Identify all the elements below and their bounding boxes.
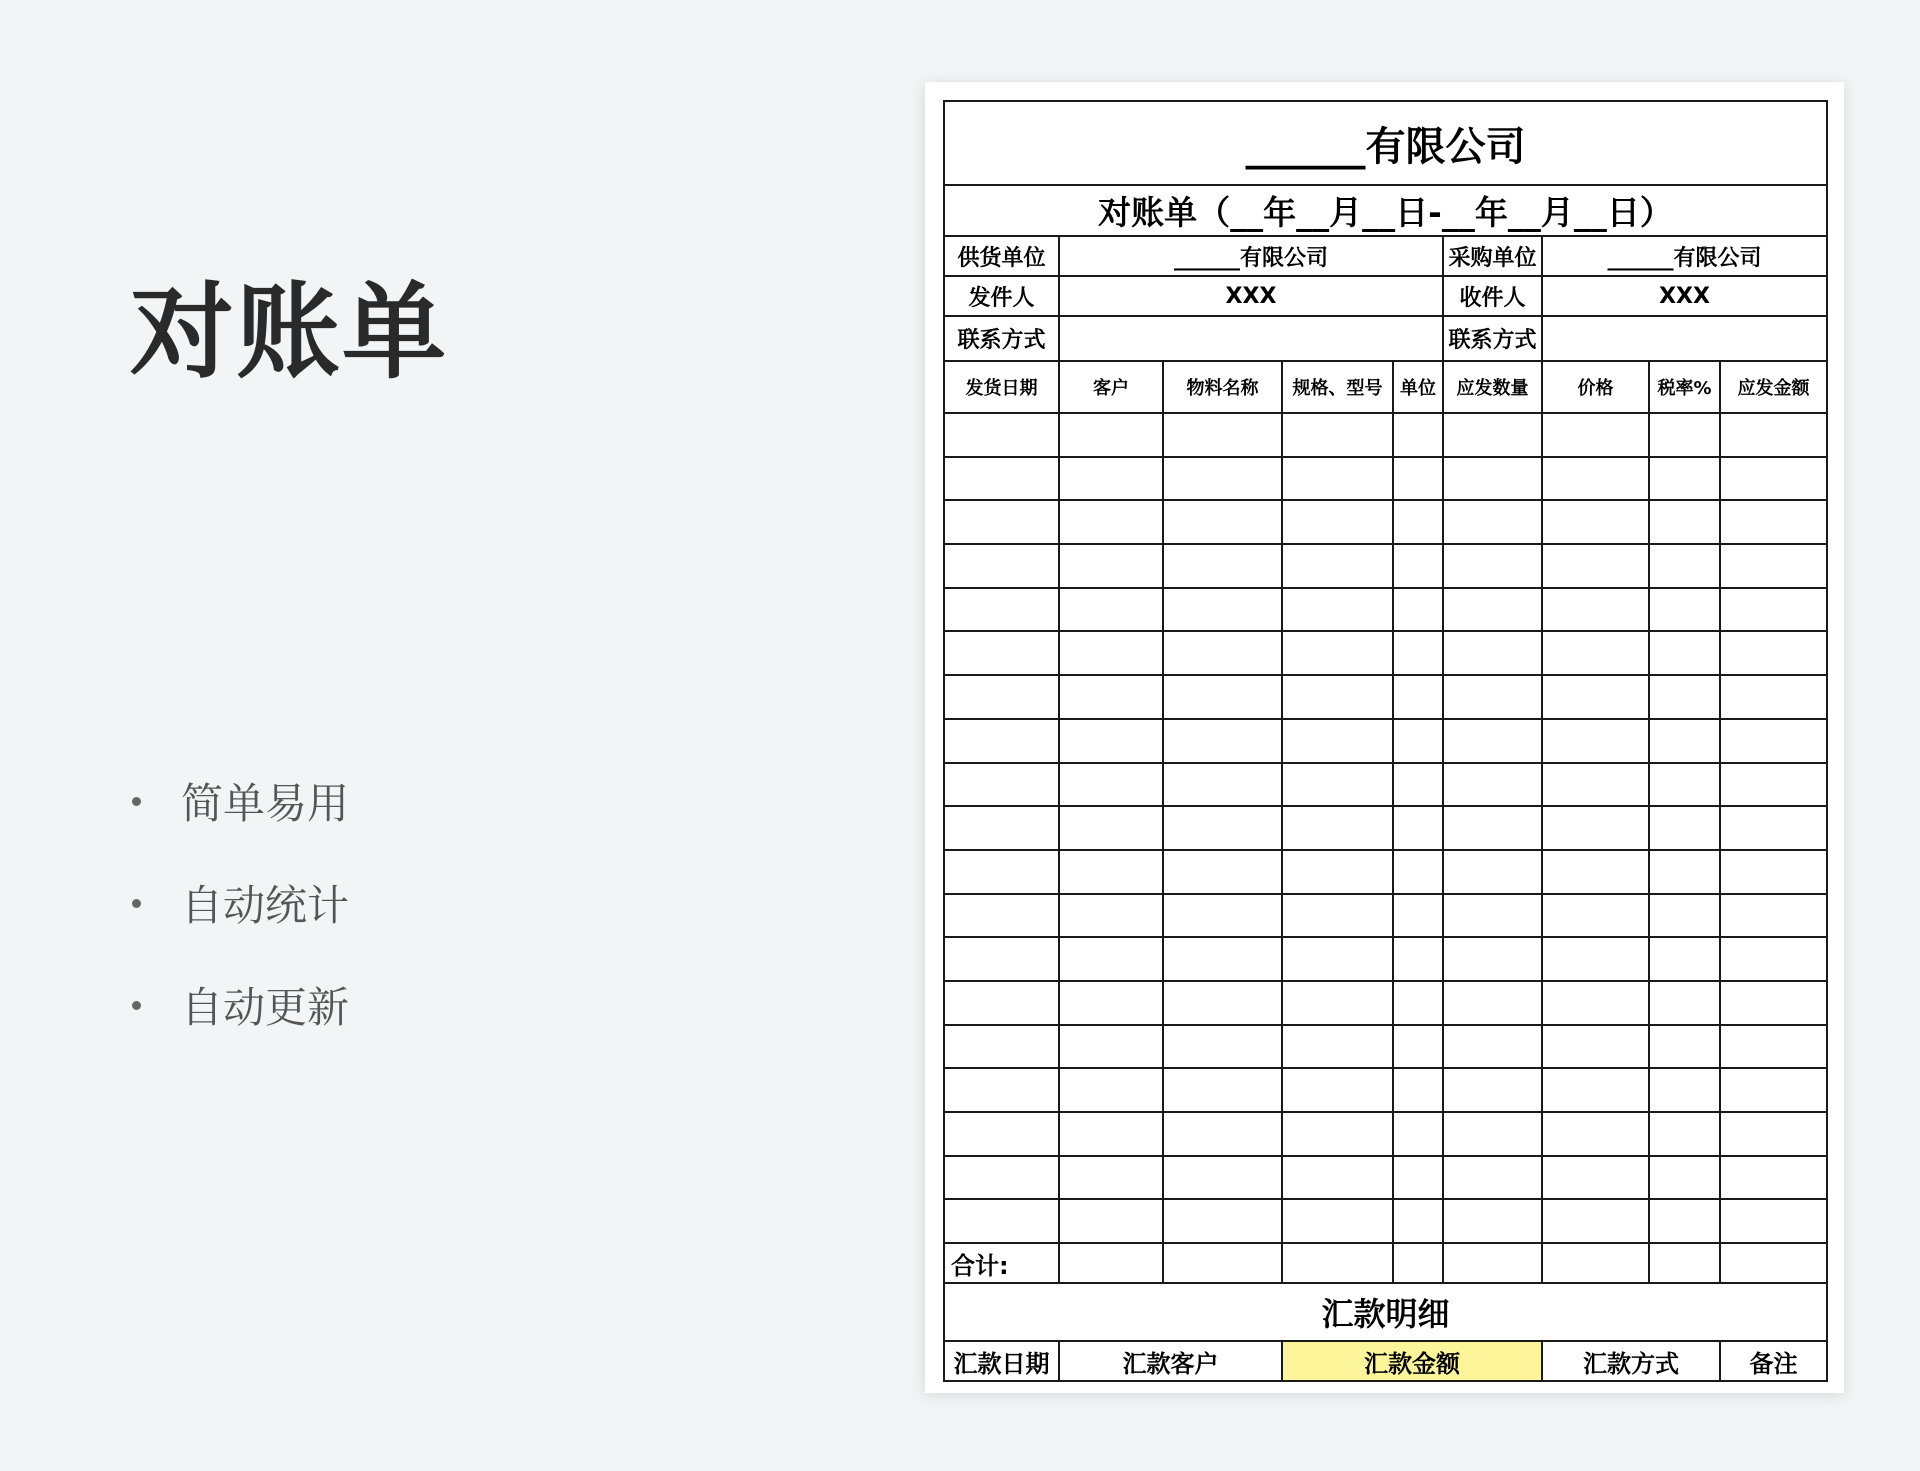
table-cell[interactable] [1720, 981, 1827, 1025]
statement-table [943, 100, 1828, 1382]
table-cell[interactable] [944, 1068, 1059, 1112]
total-cell [1649, 1243, 1720, 1283]
table-cell[interactable] [1542, 631, 1649, 675]
table-cell[interactable] [1393, 588, 1443, 632]
total-label: 合计: [944, 1243, 1059, 1283]
feature-label: 自动更新 [181, 983, 350, 1032]
table-cell[interactable] [1282, 981, 1393, 1025]
table-cell[interactable] [1649, 937, 1720, 981]
table-cell[interactable] [1282, 413, 1393, 457]
table-cell[interactable] [1282, 1199, 1393, 1243]
table-cell[interactable] [1282, 719, 1393, 763]
table-cell[interactable] [1163, 719, 1282, 763]
table-cell[interactable] [1542, 1068, 1649, 1112]
receiver-value: XXX [1542, 276, 1827, 316]
column-header: 客户 [1059, 361, 1163, 413]
table-row [944, 719, 1827, 763]
table-cell[interactable] [1649, 588, 1720, 632]
table-cell[interactable] [1059, 413, 1163, 457]
table-cell[interactable] [944, 1025, 1059, 1069]
feature-item [130, 954, 349, 1056]
table-row [944, 675, 1827, 719]
table-cell[interactable] [1542, 937, 1649, 981]
table-cell[interactable] [1163, 631, 1282, 675]
table-cell[interactable] [1720, 850, 1827, 894]
table-row [944, 1068, 1827, 1112]
table-row [944, 631, 1827, 675]
table-cell[interactable] [1443, 937, 1542, 981]
table-cell[interactable] [1542, 1156, 1649, 1200]
company-row [944, 101, 1827, 185]
table-cell[interactable] [1163, 763, 1282, 807]
payment-column-header: 备注 [1720, 1341, 1827, 1381]
table-row [944, 544, 1827, 588]
column-header: 发货日期 [944, 361, 1059, 413]
table-cell[interactable] [1649, 1112, 1720, 1156]
table-cell[interactable] [1163, 588, 1282, 632]
table-cell[interactable] [1393, 1112, 1443, 1156]
table-row [944, 1025, 1827, 1069]
contact-label: 联系方式 [1443, 316, 1542, 361]
table-cell[interactable] [1059, 1025, 1163, 1069]
payment-header-row [944, 1341, 1827, 1381]
table-cell[interactable] [1443, 544, 1542, 588]
table-cell[interactable] [1163, 1199, 1282, 1243]
table-cell[interactable] [1163, 806, 1282, 850]
table-cell[interactable] [1720, 763, 1827, 807]
table-cell[interactable] [1059, 500, 1163, 544]
table-row [944, 1112, 1827, 1156]
contact-value [1542, 316, 1827, 361]
column-header: 应发数量 [1443, 361, 1542, 413]
table-row [944, 413, 1827, 457]
table-cell[interactable] [944, 413, 1059, 457]
table-cell[interactable] [944, 763, 1059, 807]
summary-title: 汇款明细 [944, 1283, 1827, 1341]
table-cell[interactable] [944, 937, 1059, 981]
column-header: 价格 [1542, 361, 1649, 413]
feature-label: 简单易用 [181, 779, 350, 828]
column-header: 物料名称 [1163, 361, 1282, 413]
table-cell[interactable] [1282, 1025, 1393, 1069]
table-cell[interactable] [944, 1156, 1059, 1200]
table-cell[interactable] [1393, 457, 1443, 501]
table-cell[interactable] [1393, 1025, 1443, 1069]
table-cell[interactable] [1163, 675, 1282, 719]
table-cell[interactable] [1163, 1025, 1282, 1069]
table-cell[interactable] [1282, 631, 1393, 675]
table-cell[interactable] [1443, 631, 1542, 675]
table-cell[interactable] [1163, 1156, 1282, 1200]
table-cell[interactable] [1720, 1025, 1827, 1069]
table-cell[interactable] [1393, 413, 1443, 457]
table-cell[interactable] [1282, 763, 1393, 807]
table-row [944, 937, 1827, 981]
total-cell [1443, 1243, 1542, 1283]
table-row [944, 981, 1827, 1025]
table-cell[interactable] [1059, 675, 1163, 719]
table-cell[interactable] [1059, 850, 1163, 894]
table-cell[interactable] [1393, 850, 1443, 894]
table-cell[interactable] [1649, 631, 1720, 675]
table-cell[interactable] [1059, 719, 1163, 763]
table-cell[interactable] [1649, 1199, 1720, 1243]
table-cell[interactable] [1443, 1199, 1542, 1243]
table-cell[interactable] [944, 1199, 1059, 1243]
table-cell[interactable] [1163, 500, 1282, 544]
table-cell[interactable] [944, 1112, 1059, 1156]
table-cell[interactable] [1720, 631, 1827, 675]
table-cell[interactable] [1059, 1199, 1163, 1243]
table-cell[interactable] [944, 675, 1059, 719]
contact-row [944, 316, 1827, 361]
table-cell[interactable] [1282, 1068, 1393, 1112]
table-cell[interactable] [944, 631, 1059, 675]
total-cell [1282, 1243, 1393, 1283]
period-row [944, 185, 1827, 236]
sender-label: 发件人 [944, 276, 1059, 316]
table-cell[interactable] [1163, 894, 1282, 938]
table-cell[interactable] [1649, 894, 1720, 938]
table-cell[interactable] [1443, 894, 1542, 938]
bullet-icon [132, 797, 141, 806]
table-cell[interactable] [1542, 1199, 1649, 1243]
table-cell[interactable] [1542, 675, 1649, 719]
table-cell[interactable] [1393, 675, 1443, 719]
table-cell[interactable] [1649, 1068, 1720, 1112]
table-cell[interactable] [1059, 806, 1163, 850]
table-cell[interactable] [1649, 719, 1720, 763]
table-cell[interactable] [1649, 806, 1720, 850]
table-cell[interactable] [1542, 806, 1649, 850]
table-cell[interactable] [1720, 500, 1827, 544]
table-cell[interactable] [1059, 631, 1163, 675]
table-cell[interactable] [1542, 981, 1649, 1025]
table-cell[interactable] [1059, 1112, 1163, 1156]
table-cell[interactable] [1163, 981, 1282, 1025]
table-cell[interactable] [1393, 1156, 1443, 1200]
table-cell[interactable] [1393, 500, 1443, 544]
table-cell[interactable] [1282, 1156, 1393, 1200]
table-cell[interactable] [1542, 500, 1649, 544]
table-cell[interactable] [944, 981, 1059, 1025]
table-cell[interactable] [944, 544, 1059, 588]
table-row [944, 806, 1827, 850]
table-cell[interactable] [1720, 588, 1827, 632]
table-cell[interactable] [1282, 457, 1393, 501]
table-cell[interactable] [944, 850, 1059, 894]
table-cell[interactable] [1282, 894, 1393, 938]
table-cell[interactable] [1542, 1112, 1649, 1156]
table-cell[interactable] [944, 894, 1059, 938]
payment-column-header: 汇款日期 [944, 1341, 1059, 1381]
table-row [944, 1199, 1827, 1243]
buyer-label: 采购单位 [1443, 236, 1542, 276]
table-cell[interactable] [1542, 457, 1649, 501]
table-cell[interactable] [1282, 850, 1393, 894]
table-cell[interactable] [944, 806, 1059, 850]
total-cell [1163, 1243, 1282, 1283]
table-cell[interactable] [1059, 981, 1163, 1025]
column-header-row [944, 361, 1827, 413]
table-cell[interactable] [1720, 719, 1827, 763]
table-cell[interactable] [1649, 981, 1720, 1025]
total-cell [1393, 1243, 1443, 1283]
supplier-label: 供货单位 [944, 236, 1059, 276]
buyer-value: ______有限公司 [1542, 236, 1827, 276]
table-cell[interactable] [1649, 500, 1720, 544]
table-cell[interactable] [1649, 1156, 1720, 1200]
table-cell[interactable] [1393, 981, 1443, 1025]
table-cell[interactable] [944, 500, 1059, 544]
payment-column-header-highlighted: 汇款金额 [1282, 1341, 1542, 1381]
payment-column-header: 汇款方式 [1542, 1341, 1720, 1381]
table-cell[interactable] [1443, 1112, 1542, 1156]
table-cell[interactable] [1059, 763, 1163, 807]
table-cell[interactable] [1649, 675, 1720, 719]
table-cell[interactable] [1163, 457, 1282, 501]
table-cell[interactable] [1443, 457, 1542, 501]
table-cell[interactable] [1649, 413, 1720, 457]
table-cell[interactable] [1443, 675, 1542, 719]
table-cell[interactable] [1443, 1156, 1542, 1200]
summary-title-row [944, 1283, 1827, 1341]
table-cell[interactable] [1443, 981, 1542, 1025]
table-cell[interactable] [1282, 937, 1393, 981]
column-header: 规格、型号 [1282, 361, 1393, 413]
table-cell[interactable] [1542, 894, 1649, 938]
company-name: ______有限公司 [944, 101, 1827, 185]
table-cell[interactable] [1059, 588, 1163, 632]
table-cell[interactable] [1443, 413, 1542, 457]
bullet-icon [132, 899, 141, 908]
table-cell[interactable] [1282, 500, 1393, 544]
table-cell[interactable] [944, 588, 1059, 632]
period-title: 对账单（__年__月__日-__年__月__日） [944, 185, 1827, 236]
table-cell[interactable] [1720, 1199, 1827, 1243]
table-row [944, 850, 1827, 894]
table-cell[interactable] [1720, 413, 1827, 457]
feature-item [130, 852, 349, 954]
table-cell[interactable] [944, 457, 1059, 501]
table-cell[interactable] [1393, 1068, 1443, 1112]
table-cell[interactable] [1443, 719, 1542, 763]
table-cell[interactable] [1393, 937, 1443, 981]
table-cell[interactable] [1163, 1068, 1282, 1112]
payment-column-header: 汇款客户 [1059, 1341, 1282, 1381]
table-cell[interactable] [1443, 850, 1542, 894]
bullet-icon [132, 1001, 141, 1010]
table-cell[interactable] [1163, 1112, 1282, 1156]
table-cell[interactable] [1542, 1025, 1649, 1069]
table-cell[interactable] [1542, 544, 1649, 588]
table-cell[interactable] [1649, 850, 1720, 894]
table-cell[interactable] [1443, 588, 1542, 632]
receiver-label: 收件人 [1443, 276, 1542, 316]
table-cell[interactable] [1393, 544, 1443, 588]
feature-label: 自动统计 [181, 881, 350, 930]
table-cell[interactable] [1649, 1025, 1720, 1069]
table-cell[interactable] [1059, 1068, 1163, 1112]
table-cell[interactable] [1649, 763, 1720, 807]
total-cell [1542, 1243, 1649, 1283]
table-cell[interactable] [1720, 1156, 1827, 1200]
table-row [944, 1156, 1827, 1200]
table-cell[interactable] [1059, 937, 1163, 981]
feature-item [130, 750, 349, 852]
table-cell[interactable] [1542, 763, 1649, 807]
table-cell[interactable] [1393, 719, 1443, 763]
total-row [944, 1243, 1827, 1283]
table-cell[interactable] [1059, 544, 1163, 588]
table-cell[interactable] [1542, 588, 1649, 632]
table-cell[interactable] [1282, 544, 1393, 588]
table-cell[interactable] [1163, 937, 1282, 981]
table-cell[interactable] [1393, 894, 1443, 938]
table-cell[interactable] [1443, 1068, 1542, 1112]
table-cell[interactable] [1282, 675, 1393, 719]
column-header: 应发金额 [1720, 361, 1827, 413]
table-cell[interactable] [1720, 1068, 1827, 1112]
table-cell[interactable] [1163, 544, 1282, 588]
table-cell[interactable] [1059, 1156, 1163, 1200]
table-cell[interactable] [1720, 937, 1827, 981]
total-cell [1059, 1243, 1163, 1283]
table-cell[interactable] [1163, 413, 1282, 457]
table-row [944, 500, 1827, 544]
table-cell[interactable] [1720, 457, 1827, 501]
supplier-row [944, 236, 1827, 276]
table-cell[interactable] [1542, 719, 1649, 763]
contact-label: 联系方式 [944, 316, 1059, 361]
table-cell[interactable] [1163, 850, 1282, 894]
table-row [944, 894, 1827, 938]
table-cell[interactable] [1443, 500, 1542, 544]
table-cell[interactable] [944, 719, 1059, 763]
table-cell[interactable] [1720, 806, 1827, 850]
table-cell[interactable] [1542, 850, 1649, 894]
table-cell[interactable] [1720, 894, 1827, 938]
table-cell[interactable] [1443, 806, 1542, 850]
table-cell[interactable] [1720, 544, 1827, 588]
sender-value: XXX [1059, 276, 1443, 316]
table-cell[interactable] [1720, 675, 1827, 719]
table-row [944, 588, 1827, 632]
table-cell[interactable] [1282, 1112, 1393, 1156]
column-header: 单位 [1393, 361, 1443, 413]
table-cell[interactable] [1542, 413, 1649, 457]
supplier-value: ______有限公司 [1059, 236, 1443, 276]
table-cell[interactable] [1282, 806, 1393, 850]
table-row [944, 457, 1827, 501]
table-cell[interactable] [1649, 544, 1720, 588]
table-cell[interactable] [1059, 457, 1163, 501]
table-cell[interactable] [1393, 806, 1443, 850]
total-cell [1720, 1243, 1827, 1283]
feature-list [130, 750, 349, 1056]
table-cell[interactable] [1720, 1112, 1827, 1156]
table-row [944, 763, 1827, 807]
column-header: 税率% [1649, 361, 1720, 413]
statement-preview [925, 82, 1844, 1393]
sender-row [944, 276, 1827, 316]
contact-value [1059, 316, 1443, 361]
table-cell[interactable] [1393, 1199, 1443, 1243]
table-cell[interactable] [1443, 1025, 1542, 1069]
table-cell[interactable] [1282, 588, 1393, 632]
table-cell[interactable] [1443, 763, 1542, 807]
page-title: 对账单 [130, 271, 449, 393]
table-cell[interactable] [1393, 763, 1443, 807]
table-cell[interactable] [1393, 631, 1443, 675]
table-cell[interactable] [1059, 894, 1163, 938]
table-cell[interactable] [1649, 457, 1720, 501]
